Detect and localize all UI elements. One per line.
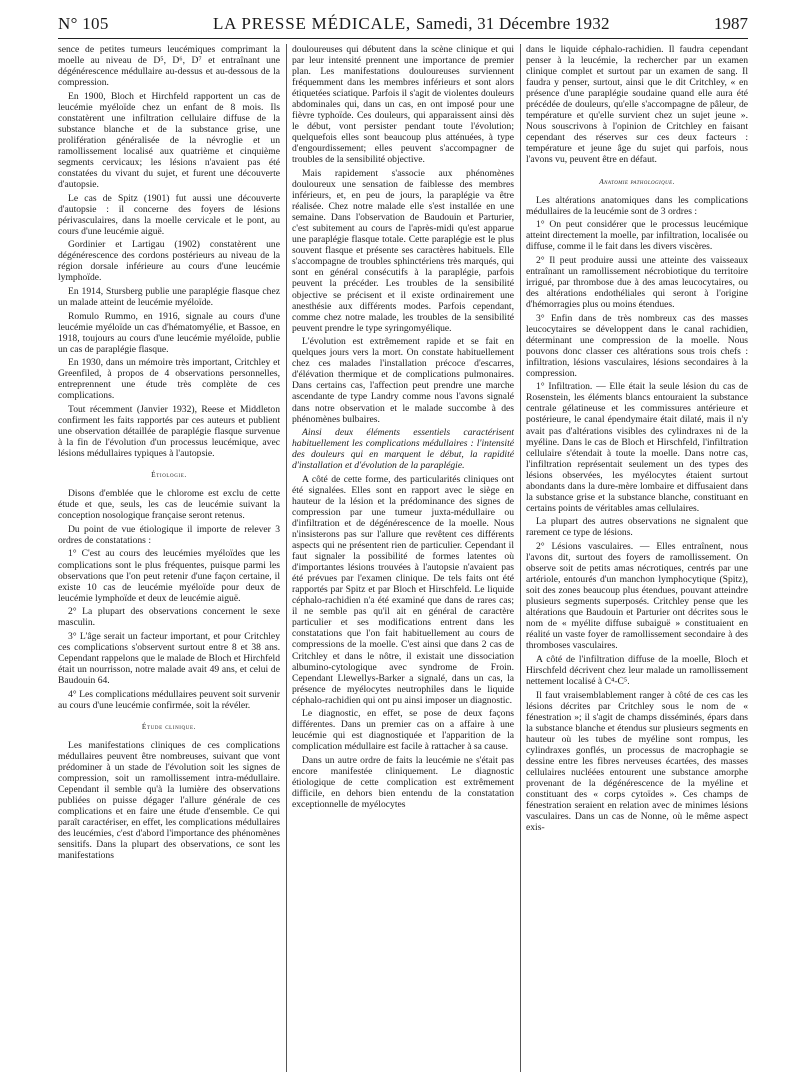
paragraph: Le diagnostic, en effet, se pose de deux façons différentes. Dans un premier cas on a affaire à une leucémie qui est diagnostiquée et l'apparition de la complication médullaire est facile à rattacher à sa cause. <box>292 708 514 753</box>
paragraph: A côté de l'infiltration diffuse de la moelle, Bloch et Hirschfeld décrivent chez leur malade un ramollissement nettement localisé à C⁴-C⁵. <box>526 653 748 688</box>
column-divider <box>520 44 521 1072</box>
issue-number: N° 105 <box>58 14 109 33</box>
journal-title: LA PRESSE MÉDICALE, <box>212 14 411 33</box>
paragraph: Romulo Rummo, en 1916, signale au cours d'une leucémie myéloïde un cas d'hématomyélie, et Bassoe, en 1918, toujours au cours d'une leucémie myéloïde, publie un cas de paraplégie flasque. <box>58 310 280 355</box>
paragraph: L'évolution est extrêmement rapide et se fait en quelques jours vers la mort. On constate habituellement chez ces malades l'installation précoce d'escarres, d'élévation thermique et de complications pulmonaires. Dans certains cas, l'affection peut prendre une marche ascendante de type Landry comme nous l'avons signalé dans notre observation et le malade succombe à des phénomènes bulbaires. <box>292 336 514 425</box>
journal-title-line <box>213 14 610 34</box>
emphasized-paragraph: Ainsi deux éléments essentiels caractérisent habituellement les complications médullaires : l'intensité des douleurs qui en marquent le début, la rapidité d'installation et d'évolution de la paraplégie. <box>292 427 514 472</box>
paragraph: douloureuses qui débutent dans la scène clinique et qui par leur intensité prennent une importance de premier plan. Les manifestations douloureuses surviennent fréquemment dans les membres inférieurs et sont alors étiquetées sciatique. Parfois il s'agit de violentes douleurs abdominales qui, dans un cas, en ont imposé pour une fièvre typhoïde. Ces douleurs, qui apparaissent ainsi dès le début, vont persister pendant toute l'évolution; quelquefois elles sont beaucoup plus atténuées, à type d'engourdissement; elles peuvent s'accompagner de troubles de la sensibilité objective. <box>292 44 514 166</box>
page-header <box>58 10 748 39</box>
paragraph: dans le liquide céphalo-rachidien. Il faudra cependant penser à la leucémie, la rechercher par un examen clinique complet et surtout par un examen de sang. Il faudra y penser, surtout, ainsi que le dit Critchley, « en présence d'une paraplégie soudaine quand elle aura été précédée de douleurs, qu'elle s'accompagne de pâleur, de température et qu'elle survient chez un sujet jeune ». Nous souscrivons à l'opinion de Critchley en faisant cependant des réserves sur ces deux facteurs : température et jeune âge du sujet qui parfois, nous l'avons vu, peuvent être en défaut. <box>526 44 748 166</box>
paragraph: Du point de vue étiologique il importe de relever 3 ordres de constatations : <box>58 523 280 546</box>
paragraph: En 1900, Bloch et Hirchfeld rapportent un cas de leucémie myéloïde chez un enfant de 8 mois. Ils constatèrent une infiltration cellulaire diffuse de la substance blanche et de la substance grise, une prolifération généralisée de la névroglie et un ramollissement localisé aux quatrième et cinquième segments cervicaux; les lésions n'avaient pas été constatées du vivant du sujet, et furent une découverte d'autopsie. <box>58 90 280 191</box>
paragraph: Les altérations anatomiques dans les complications médullaires de la leucémie sont de 3 ordres : <box>526 194 748 217</box>
column-divider <box>286 44 287 1072</box>
paragraph: 2° La plupart des observations concernent le sexe masculin. <box>58 606 280 629</box>
paragraph: 3° Enfin dans de très nombreux cas des masses leucocytaires se développent dans le canal rachidien, déterminant une compression de la moelle. Nous pouvons donc classer ces altérations sous trois chefs : infiltration, lésions vasculaires, lésions secondaires à la compression. <box>526 312 748 379</box>
issue-date: Samedi, 31 Décembre 1932 <box>416 14 610 33</box>
paragraph: Mais rapidement s'associe aux phénomènes douloureux une sensation de faiblesse des membres inférieurs, et, en peu de jours, la paraplégie va être réalisée. Chez notre malade elle s'est installée en une semaine. Dans l'observation de Baudouin et Parturier, c'est subitement au cours de l'après-midi qu'est apparue une paraplégie flasque totale. Cette paraplégie est le plus souvent flasque et présente ses caractères habituels. Elle s'accompagne de troubles sphinctériens très marqués, qui sont en général consécutifs à la paraplégie, parfois peuvent la précéder. Les troubles de la sensibilité objective se précisent et il existe ordinairement une anesthésie aux différents modes. Parfois cependant, comme chez notre malade, les troubles de la sensibilité peuvent prendre le type syringomyélique. <box>292 168 514 334</box>
paragraph: 1° C'est au cours des leucémies myéloïdes que les complications sont le plus fréquentes, puisque parmi les observations que l'on peut retenir d'une façon certaine, il existe 10 cas de leucémie myéloïde pour deux de leucémie lymphoïde et deux de leucémie aiguë. <box>58 548 280 604</box>
paragraph: sence de petites tumeurs leucémiques comprimant la moelle au niveau de D⁵, D⁶, D⁷ et entraînant une dégénérescence médullaire au-dessus et au-dessous de la compression. <box>58 44 280 89</box>
paragraph: En 1914, Stursberg publie une paraplégie flasque chez un malade atteint de leucémie myéloïde. <box>58 285 280 309</box>
paragraph: Le cas de Spitz (1901) fut aussi une découverte d'autopsie : il concerne des foyers de lésions périvasculaires, dans la moelle cervicale et le pont, au cours d'une leucémie aiguë. <box>58 192 280 237</box>
column-1 <box>58 44 280 1072</box>
section-heading-etude-clinique: Étude clinique. <box>141 721 197 731</box>
column-3 <box>526 44 748 1072</box>
page-number: 1987 <box>714 14 748 33</box>
paragraph: Disons d'emblée que le chlorome est exclu de cette étude et que, seuls, les cas de leucémie suivant la conception nosologique française seront retenus. <box>58 488 280 522</box>
paragraph: Dans un autre ordre de faits la leucémie ne s'était pas encore manifestée cliniquement. Le diagnostic étiologique de cette complication est extrêmement difficile, en dehors bien entendu de la constatation exceptionnelle de myélocytes <box>292 754 514 811</box>
article-columns <box>58 44 748 1072</box>
section-heading-anatomie: Anatomie pathologique. <box>599 176 675 186</box>
section-heading-etiologie: Étiologie. <box>151 470 187 480</box>
paragraph: Les manifestations cliniques de ces complications médullaires peuvent être nombreuses, suivant que vont prédominer à un stade de l'évolution soit les signes de compression, soit un ramollissement intra-médullaire. Cependant il semble qu'à la lumière des observations publiées on puisse dégager l'allure générale de ces complications et en faire une étude d'ensemble. Ce qui paraît caractériser, en effet, les complications médullaires des leucémies, c'est d'abord l'importance des phénomènes sensitifs. Dans la plupart des observations, ce sont les manifestations <box>58 739 280 862</box>
paragraph: 4° Les complications médullaires peuvent soit survenir au cours d'une leucémie confirmée, soit la révéler. <box>58 688 280 711</box>
paragraph: 3° L'âge serait un facteur important, et pour Critchley ces complications s'observent surtout entre 8 et 38 ans. Cependant rappelons que le malade de Bloch et Hirchfeld était un nourrisson, notre malade avait 49 ans, et celui de Baudouin 64. <box>58 630 280 686</box>
paragraph: A côté de cette forme, des particularités cliniques ont été signalées. Elles sont en rapport avec le siège en hauteur de la lésion et la prédominance des signes de compression par une tumeur juxta-médullaire ou d'infiltration et de dégénérescence de la moelle. Nous n'insisterons pas sur l'allure que revêtent ces différents aspects qui ne présentent rien de particulier. Cependant il faut signaler la possibilité de formes latentes où d'importantes lésions trouvées à l'autopsie n'avaient pas été prévues par l'examen clinique. De tels faits ont été rapportés par Spitz et par Bloch et Hirschfeld. Le liquide céphalo-rachidien n'a été examiné que dans de rares cas; il ne semble pas qu'il ait en général de caractère particulier et ses modifications entrent dans les constatations que l'on fait habituellement au cours de compressions de la moelle. C'est ainsi que dans 2 cas de Critchley et dans le nôtre, il existait une dissociation albumino-cytologique avec syndrome de Froin. Cependant Llewellys-Barker a signalé, dans un cas, la présence de myélocytes neutrophiles dans le liquide céphalo-rachidien qui ont pu ainsi imposer un diagnostic. <box>292 473 514 706</box>
column-2 <box>292 44 514 1072</box>
paragraph: 1° On peut considérer que le processus leucémique atteint directement la moelle, par infiltration, localisée ou diffuse, comme il le fait dans les divers viscères. <box>526 219 748 253</box>
paragraph: Tout récemment (Janvier 1932), Reese et Middleton confirment les faits rapportés par ces auteurs et publient une observation détaillée de paraplégie flasque survenue à la fin de l'évolution d'un processus leucémique, avec lésions médullaires typiques à l'autopsie. <box>58 403 280 460</box>
paragraph: 2° Lésions vasculaires. — Elles entraînent, nous l'avons dit, surtout des foyers de ramollissement. On observe soit de petits amas nécrotiques, centrés par une artériole, entourés d'un manchon lymphocytique (Spitz), soit des zones beaucoup plus étendues, pouvant atteindre plusieurs segments superposés. Critchley pense que les altérations que Baudouin et Parturier ont décrites sous le nom de « myélite diffuse subaiguë » constituaient en réalité un vaste foyer de ramollissement secondaire à des thromboses vasculaires. <box>526 540 748 652</box>
paragraph: Il faut vraisemblablement ranger à côté de ces cas les lésions décrites par Critchley sous le nom de « fénestration »; il s'agit de champs disséminés, épars dans la substance blanche et étendus sur plusieurs segments en hauteur où les tubes de myéline sont rompus, les cylindraxes gonflés, un processus de macrophagie se dessine entre les fibres nerveuses écartées, des masses cellulaires nucléées entourent une substance amorphe provenant de la dégénérescence de la myéline et constituant des « corps cytoïdes ». Ces champs de fénestration seraient en relation avec de minimes lésions vasculaires. Dans un cas de Nonne, où le même aspect exis- <box>526 689 748 834</box>
paragraph: 1° Infiltration. — Elle était la seule lésion du cas de Rosenstein, les éléments blancs entouraient la substance centrale gélatineuse et les commissures antérieure et postérieure, le canal épendymaire était dilaté, mais il n'y avait pas d'altérations visibles des cylindraxes ni de la myéline. Dans le cas de Bloch et Hirschfeld, l'infiltration cellulaire s'étendait à toute la moelle. Dans notre cas, l'infiltration représentait seulement un des types des lésions observées, les myélocytes étaient surtout abondants dans la dure-mère lombaire et diffusaient dans la substance grise et la substance blanche, constituant en certains points de véritables amas cellulaires. <box>526 381 748 514</box>
paragraph: La plupart des autres observations ne signalent que rarement ce type de lésions. <box>526 516 748 539</box>
paragraph: En 1930, dans un mémoire très important, Critchley et Greenfiled, à propos de 4 observations personnelles, entreprennent une étude très complète de ces complications. <box>58 357 280 402</box>
paragraph: Gordinier et Lartigau (1902) constatèrent une dégénérescence des cordons postérieurs au niveau de la région dorsale inférieure au cours d'une leucémie lymphoïde. <box>58 239 280 284</box>
paragraph: 2° Il peut produire aussi une atteinte des vaisseaux entraînant un ramollissement nécrobiotique du territoire irrigué, par thrombose due à des amas leucocytaires, ou des altérations endothéliales qui seront à l'origine d'hémorragies plus ou moins étendues. <box>526 254 748 310</box>
